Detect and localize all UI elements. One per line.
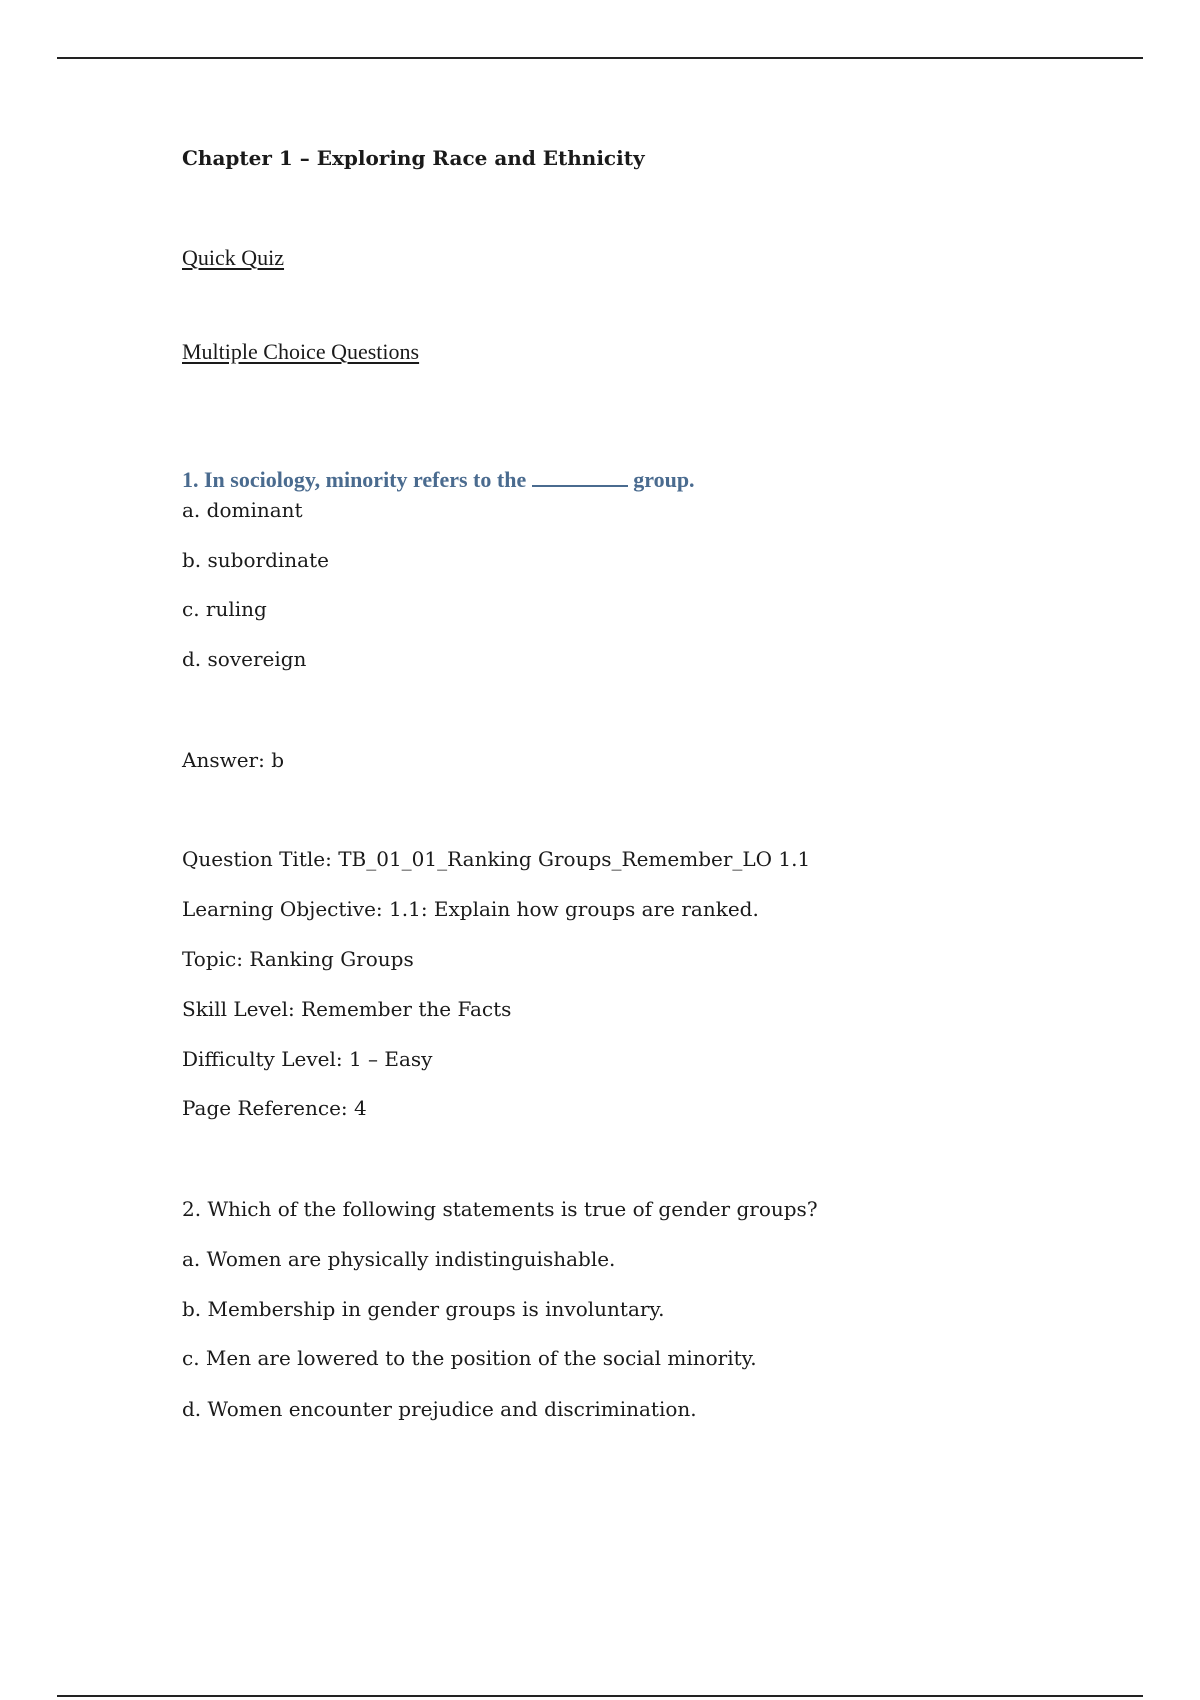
fill-in-blank bbox=[532, 467, 628, 487]
question-2-option-b: b. Membership in gender groups is involuntary. bbox=[182, 1297, 665, 1321]
question-1-learning-objective: Learning Objective: 1.1: Explain how groups are ranked. bbox=[182, 897, 759, 921]
page-bottom-rule bbox=[57, 1695, 1143, 1697]
question-1-prompt bbox=[182, 467, 695, 492]
question-2-option-d: d. Women encounter prejudice and discrimination. bbox=[182, 1397, 697, 1421]
question-1-option-a: a. dominant bbox=[182, 498, 303, 522]
question-1-skill-level: Skill Level: Remember the Facts bbox=[182, 997, 512, 1021]
question-1-page-reference: Page Reference: 4 bbox=[182, 1096, 367, 1120]
question-1-option-d: d. sovereign bbox=[182, 647, 307, 671]
question-2-option-c: c. Men are lowered to the position of the social minority. bbox=[182, 1346, 757, 1370]
question-1-prompt-start: 1. In sociology, minority refers to the bbox=[182, 467, 527, 492]
section-title: Quick Quiz bbox=[182, 245, 285, 270]
page-top-rule bbox=[57, 57, 1143, 59]
question-2-option-a: a. Women are physically indistinguishable. bbox=[182, 1247, 616, 1271]
question-1-topic: Topic: Ranking Groups bbox=[182, 947, 414, 971]
question-1-difficulty-level: Difficulty Level: 1 – Easy bbox=[182, 1047, 433, 1071]
question-1-title-meta: Question Title: TB_01_01_Ranking Groups_Remember_LO 1.1 bbox=[182, 847, 811, 871]
subsection-title: Multiple Choice Questions bbox=[182, 339, 420, 364]
question-1-option-b: b. subordinate bbox=[182, 548, 329, 572]
chapter-title: Chapter 1 – Exploring Race and Ethnicity bbox=[182, 146, 645, 170]
question-2-prompt: 2. Which of the following statements is true of gender groups? bbox=[182, 1197, 818, 1221]
question-1-prompt-end: group. bbox=[633, 467, 695, 492]
question-1-answer: Answer: b bbox=[182, 748, 285, 772]
question-1-option-c: c. ruling bbox=[182, 597, 267, 621]
